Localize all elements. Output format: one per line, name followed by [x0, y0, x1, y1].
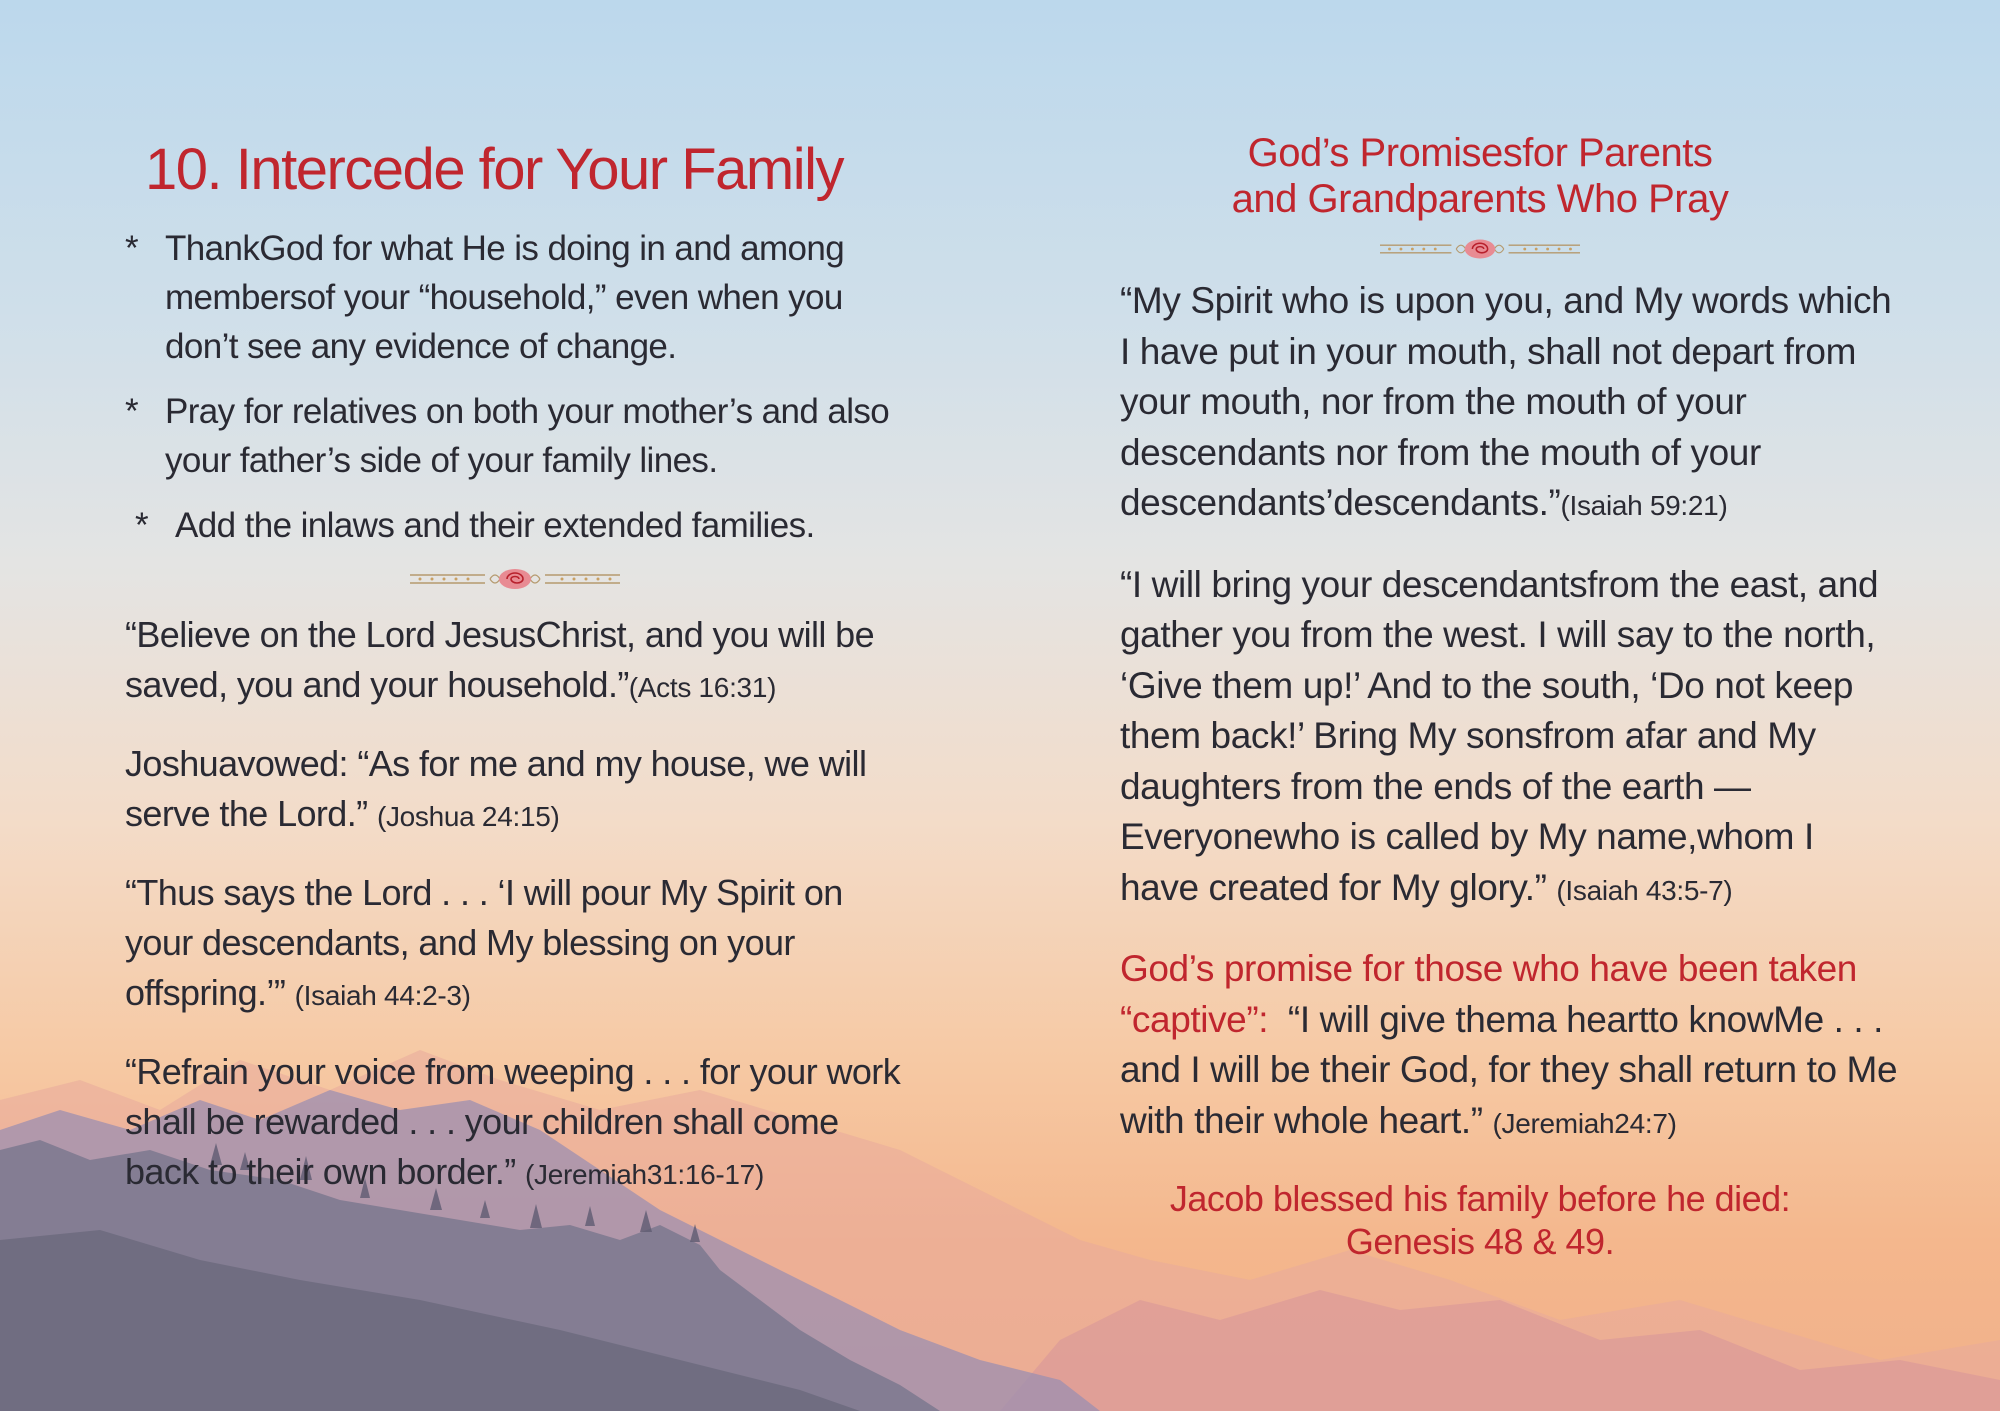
section-title [1120, 130, 1840, 222]
section-title-line: and Grandparents Who Pray [1231, 177, 1729, 221]
bullet-item [125, 387, 905, 485]
scripture-reference: (Isaiah 59:21) [1560, 490, 1728, 521]
scripture-quote [1120, 276, 1900, 532]
scripture-quote [125, 739, 905, 842]
scripture-quote [125, 868, 905, 1021]
scripture-reference: (Jeremiah31:16-17) [525, 1159, 764, 1190]
scripture-reference: (Jeremiah24:7) [1492, 1107, 1677, 1139]
quote-text: “Thus says the Lord . . . ‘I will pour My Spirit on your descendants, and My blessing on your offspring.’” [125, 872, 843, 1013]
bullet-marker: * [135, 506, 149, 545]
quote-text: “My Spirit who is upon you, and My words which I have put in your mouth, shall not depart from your mouth, nor from the mouth of your descendants nor from the mouth of your descendants’descendants.” [1120, 280, 1892, 523]
closing-note [1120, 1177, 1840, 1263]
scripture-reference: (Isaiah 43:5-7) [1556, 874, 1733, 906]
right-page [1120, 130, 1900, 1263]
scripture-reference: (Acts 16:31) [628, 672, 777, 703]
quote-text: “I will bring your descendantsfrom the east, and gather you from the west. I will say to the north, ‘Give them up!’ And to the south, ‘Do not keep them back!’ Bring My sonsfrom afar and My daughters from the ends of the earth —Everyonewho is called by My name,whom I have created for My glory.” [1120, 563, 1879, 908]
scripture-quote [1120, 560, 1900, 917]
scripture-quote [125, 610, 905, 713]
ornament-divider [125, 566, 905, 592]
swirl-divider-icon [1380, 236, 1580, 262]
swirl-divider-icon [410, 566, 620, 592]
closing-line: Genesis 48 & 49. [1345, 1221, 1615, 1262]
bullet-text: ThankGod for what He is doing in and among membersof your “household,” even when you don’t see any evidence of change. [165, 229, 845, 366]
quote-text: “I will give thema heartto knowMe . . . and I will be their God, for they shall return to Me with their whole heart.” [1120, 998, 1898, 1141]
quote-text: Joshuavowed: “As for me and my house, we will serve the Lord.” [125, 743, 867, 834]
scripture-quote [125, 1047, 905, 1200]
page-title: 10. Intercede for Your Family [145, 137, 844, 202]
bullet-item [125, 501, 905, 550]
ornament-divider [1120, 236, 1840, 262]
captive-promise [1120, 944, 1900, 1149]
quote-text: “Believe on the Lord JesusChrist, and you will be saved, you and your household.” [125, 614, 875, 705]
bullet-text: Pray for relatives on both your mother’s and also your father’s side of your family lines. [165, 392, 890, 480]
bullet-marker: * [125, 229, 139, 268]
bullet-item [125, 224, 905, 371]
captive-intro: God’s promise for those who have been taken “captive”: [1120, 948, 1857, 1040]
closing-line: Jacob blessed his family before he died: [1169, 1178, 1791, 1219]
bullet-text: Add the inlaws and their extended families. [175, 506, 815, 545]
left-page [125, 130, 905, 1226]
quote-text: “Refrain your voice from weeping . . . for your work shall be rewarded . . . your children shall come back to their own border.” [125, 1051, 901, 1192]
scripture-reference: (Joshua 24:15) [376, 801, 560, 832]
bullet-marker: * [125, 392, 139, 431]
scripture-reference: (Isaiah 44:2-3) [294, 980, 471, 1011]
section-title-line: God’s Promisesfor Parents [1247, 131, 1713, 175]
